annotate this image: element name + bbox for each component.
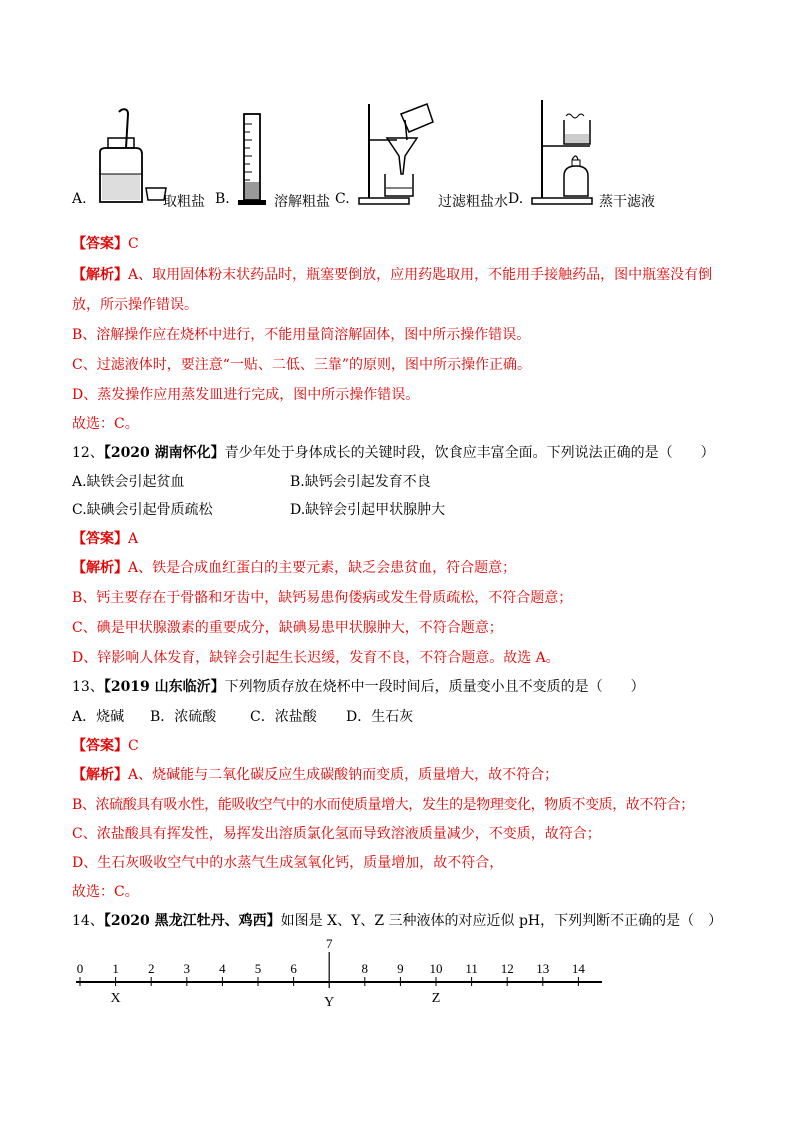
ph-tick-label: 8: [361, 961, 369, 976]
ph-tick-label: 2: [147, 961, 155, 976]
ph-tick-label: 11: [465, 961, 478, 976]
apparatus-reagent-bottle: [92, 108, 167, 208]
ph-tick-label: 12: [500, 961, 514, 976]
question-12-stem: 12、【2020 湖南怀化】青少年处于身体成长的关键时段，饮食应丰富全面。下列说法正确的是（ ）: [72, 445, 715, 461]
apparatus-filtration: [355, 100, 435, 210]
ph-tick-label: 9: [397, 961, 404, 976]
q13-option-d: D．生石灰: [346, 709, 414, 725]
analysis-line: 故选：C。: [72, 884, 139, 900]
apparatus-evaporation: [528, 98, 598, 210]
ph-tick-label: 1: [112, 961, 119, 976]
analysis-line: D、蒸发操作应用蒸发皿进行完成，图中所示操作错误。: [72, 387, 420, 403]
q13-option-a: A．烧碱: [72, 709, 125, 725]
option-d-letter: D.: [508, 191, 524, 207]
q13-option-c: C．浓盐酸: [250, 709, 317, 725]
ph-point-label-z: Z: [431, 991, 441, 1006]
ph-tick-label: 4: [219, 961, 226, 976]
ph-tick-label: 7: [325, 936, 333, 951]
analysis-line: D、锌影响人体发育，缺锌会引起生长迟缓，发育不良，不符合题意。故选 A。: [72, 650, 560, 666]
analysis-line: 故选：C。: [72, 416, 139, 432]
option-c-label: 过滤粗盐水: [438, 194, 508, 210]
ph-point-label-y: Y: [324, 995, 335, 1010]
ph-tick-label: 5: [254, 961, 262, 976]
ph-point-label-x: X: [110, 991, 121, 1006]
analysis-line: 【解析】A、取用固体粉末状药品时，瓶塞要倒放，应用药匙取用，不能用手接触药品，图中瓶塞没有倒: [72, 267, 713, 283]
analysis-line: B、溶解操作应在烧杯中进行，不能用量筒溶解固体，图中所示操作错误。: [72, 327, 531, 343]
analysis-line: 放，所示操作错误。: [72, 297, 198, 313]
ph-tick-label: 13: [536, 961, 550, 976]
question-14-stem: 14、【2020 黑龙江牡丹、鸡西】如图是 X、Y、Z 三种液体的对应近似 pH，下列判断不正确的是（ ）: [72, 913, 723, 929]
q12-option-c: C.缺碘会引起骨质疏松: [72, 502, 213, 518]
analysis-line: C、浓盐酸具有挥发性，易挥发出溶质氯化氢而导致溶液质量减少，不变质，故符合；: [72, 826, 601, 842]
question-13-stem: 13、【2019 山东临沂】下列物质存放在烧杯中一段时间后，质量变小且不变质的是（ ）: [72, 679, 645, 695]
ph-tick-label: 6: [290, 961, 297, 976]
option-d-label: 蒸干滤液: [599, 194, 655, 210]
analysis-line: 【解析】A、烧碱能与二氧化碳反应生成碳酸钠而变质，质量增大，故不符合；: [72, 767, 559, 783]
option-a-label: 取粗盐: [163, 194, 205, 210]
option-a-letter: A.: [72, 191, 87, 207]
apparatus-graduated-cylinder: [236, 112, 276, 210]
option-c-letter: C.: [335, 191, 350, 207]
ph-scale-diagram: [68, 936, 628, 1016]
analysis-line: 【解析】A、铁是合成血红蛋白的主要元素，缺乏会患贫血，符合题意；: [72, 560, 517, 576]
ph-tick-label: 3: [183, 961, 191, 976]
ph-tick-label: 14: [571, 961, 585, 976]
analysis-line: C、碘是甲状腺激素的重要成分，缺碘易患甲状腺肿大，不符合题意；: [72, 620, 503, 636]
analysis-line: B、钙主要存在于骨骼和牙齿中，缺钙易患佝偻病或发生骨质疏松，不符合题意；: [72, 590, 573, 606]
q12-option-d: D.缺锌会引起甲状腺肿大: [290, 502, 446, 518]
q12-option-a: A.缺铁会引起贫血: [72, 474, 185, 490]
answer-line-q12: 【答案】A: [72, 531, 139, 547]
q13-option-b: B．浓硫酸: [150, 709, 217, 725]
analysis-line: B、浓硫酸具有吸水性，能吸收空气中的水而使质量增大，发生的是物理变化，物质不变质，故不符合；: [72, 797, 694, 813]
analysis-line: C、过滤液体时，要注意“一贴、二低、三靠”的原则，图中所示操作正确。: [72, 357, 532, 373]
ph-tick-label: 10: [429, 961, 443, 976]
option-b-letter: B.: [215, 191, 230, 207]
analysis-line: D、生石灰吸收空气中的水蒸气生成氢氧化钙，质量增加，故不符合，: [72, 855, 504, 871]
option-b-label: 溶解粗盐: [274, 194, 330, 210]
q12-option-b: B.缺钙会引起发育不良: [290, 474, 431, 490]
ph-tick-label: 0: [76, 961, 84, 976]
answer-line-q11: 【答案】C: [72, 236, 139, 252]
answer-line-q13: 【答案】C: [72, 738, 139, 754]
